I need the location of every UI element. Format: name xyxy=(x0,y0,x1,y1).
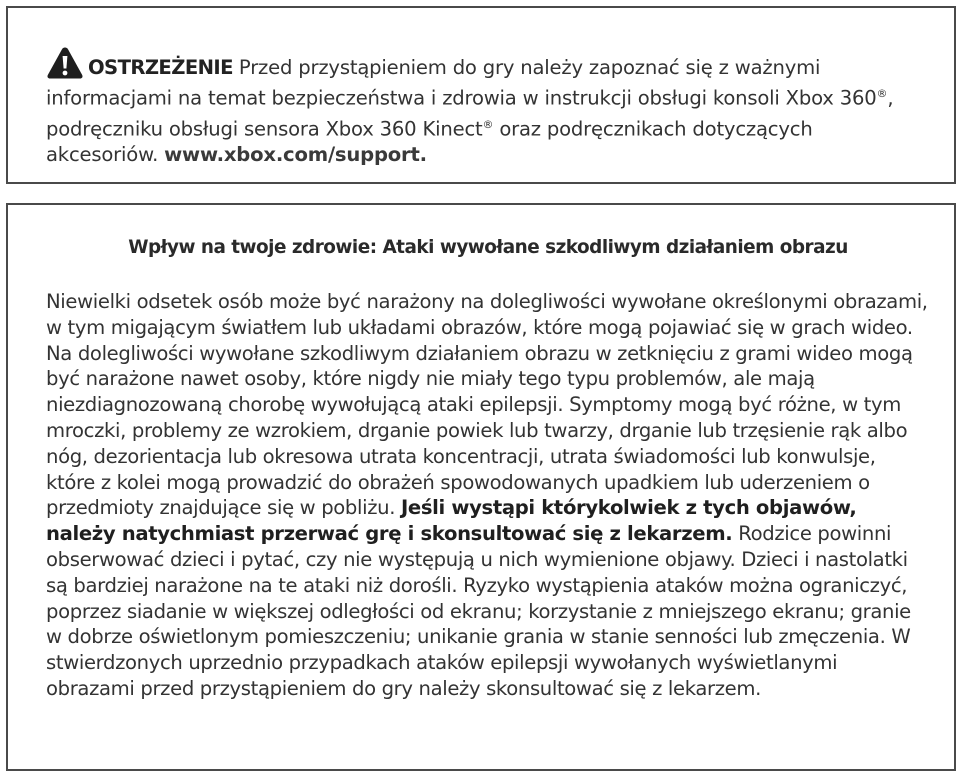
warning-text-1: Przed przystąpieniem do gry należy zapoznać się z ważnymi informacjami na temat bezpieczeństwa i zdrowia w instrukcji obsługi konsoli Xbox 360 xyxy=(46,56,877,110)
warning-label: OSTRZEŻENIE xyxy=(88,56,233,79)
registered-mark: ® xyxy=(482,117,494,131)
health-title: Wpływ na twoje zdrowie: Ataki wywołane szkodliwym działaniem obrazu xyxy=(128,237,848,258)
health-paragraph xyxy=(46,289,930,702)
health-warning-box xyxy=(6,203,956,771)
warning-triangle-icon xyxy=(46,46,84,80)
registered-mark: ® xyxy=(876,87,888,100)
warning-text-2: , podręczniku obsługi sensora Xbox 360 Kinect xyxy=(46,86,894,141)
support-url: www.xbox.com/support. xyxy=(164,143,427,167)
health-text-2: Rodzice powinni obserwować dzieci i pytać, czy nie występują u nich wymienione objawy. Dzieci i nastolatki są bardziej narażone na te ataki niż dorośli. Ryzyko wystąpienia ataków można ograniczyć, poprzez siadanie w większej odległości od ekranu; korzystanie z mniejszego ekranu; granie w dobrze oświetlonym pomieszczeniu; unikanie grania w stanie senności lub zmęczenia. W stwierdzonych uprzednio przypadkach ataków epilepsji wywołanych wyświetlanymi obrazami przed przystąpieniem do gry należy skonsultować się z lekarzem. xyxy=(46,522,911,700)
health-bold-instruction: Jeśli wystąpi którykolwiek z tych objawów, należy natychmiast przerwać grę i skonsultować się z lekarzem. xyxy=(46,496,857,546)
warning-text-3: oraz podręcznikach dotyczących akcesoriów. xyxy=(46,117,813,167)
health-text-1: Niewielki odsetek osób może być narażony na dolegliwości wywołane określonymi obrazami, w tym migającym światłem lub układami obrazów, które mogą pojawiać się w grach wideo. Na dolegliwości wywołane szkodliwym działaniem obrazu w zetknięciu z grami wideo mogą być narażone nawet osoby, które nigdy nie miały tego typu problemów, ale mają niezdiagnozowaną chorobę wywołującą ataki epilepsji. Symptomy mogą być różne, w tym mroczki, problemy ze wzrokiem, drganie powiek lub twarzy, drganie lub trzęsienie rąk albo nóg, dezorientacja lub okresowa utrata koncentracji, utrata świadomości lub konwulsje, które z kolei mogą prowadzić do obrażeń spowodowanych upadkiem lub uderzeniem o przedmioty znajdujące się w pobliżu. xyxy=(46,290,928,520)
warning-paragraph xyxy=(46,46,924,168)
warning-box xyxy=(6,6,956,184)
